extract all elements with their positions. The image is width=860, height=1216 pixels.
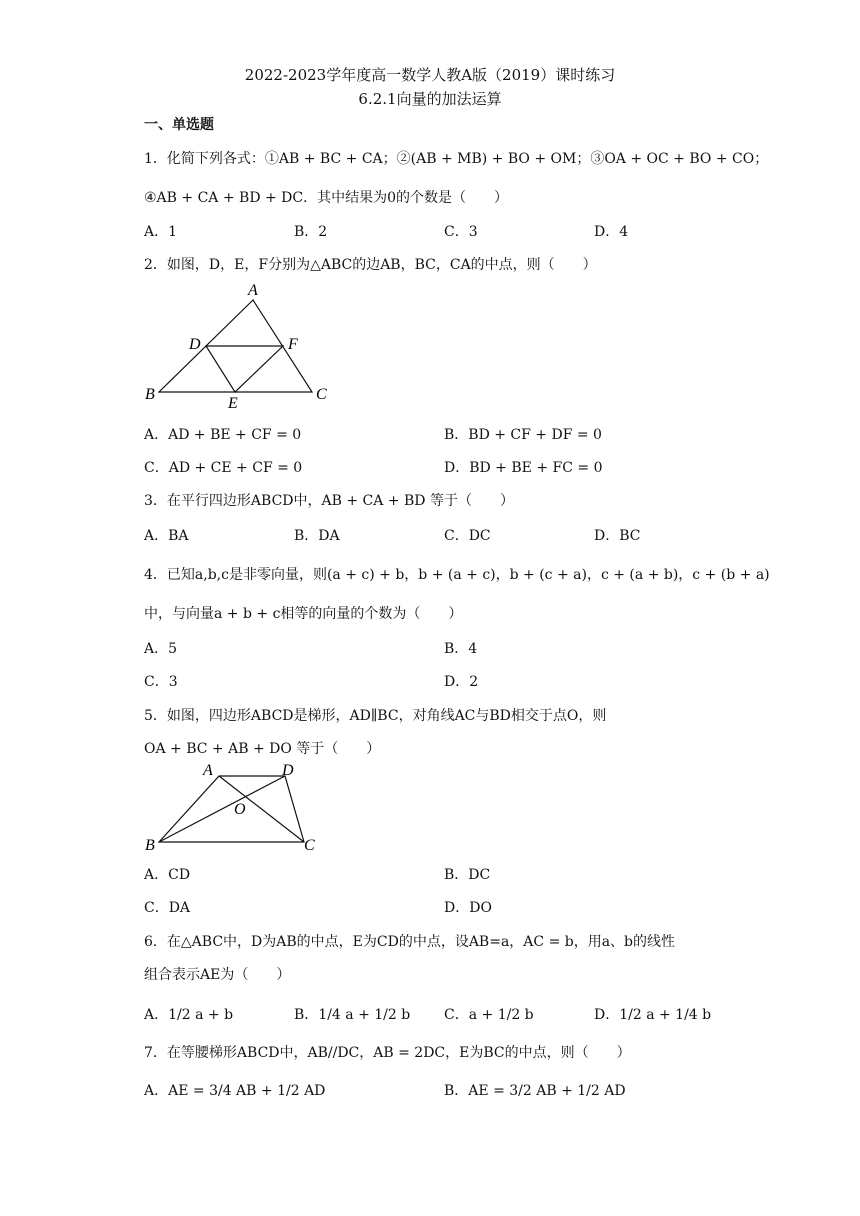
- question-3-stem: 3．在平行四边形ABCD中，AB + CA + BD 等于（ ）: [144, 493, 514, 509]
- q6-option-b: B．1/4 a + 1/2 b: [294, 1007, 411, 1023]
- label-B: B: [145, 837, 155, 854]
- q4-option-b: B．4: [444, 641, 478, 657]
- document-title: 2022-2023学年度高一数学人教A版（2019）课时练习: [244, 66, 616, 84]
- question-5-line-2: OA + BC + AB + DO 等于（ ）: [144, 741, 381, 757]
- label-A: A: [203, 762, 213, 779]
- q2-option-a: A．AD + BE + CF = 0: [144, 427, 302, 443]
- section-heading: 一、单选题: [144, 117, 214, 133]
- q4-option-c: C．3: [144, 674, 178, 690]
- q2-option-c: C．AD + CE + CF = 0: [144, 460, 303, 476]
- question-6-line-2: 组合表示AE为（ ）: [144, 967, 291, 983]
- label-B: B: [145, 386, 155, 403]
- q1-option-c: C．3: [444, 224, 478, 240]
- question-1-line-1: 1．化简下列各式：①AB + BC + CA；②(AB + MB) + BO + OM；③OA + OC + BO + CO；: [144, 151, 769, 167]
- question-6-line-1: 6．在△ABC中，D为AB的中点，E为CD的中点，设AB=a，AC = b，用a、b的线性: [144, 934, 676, 950]
- q2-option-d: D．BD + BE + FC = 0: [444, 460, 603, 476]
- q3-option-d: D．BC: [594, 528, 641, 544]
- q6-option-c: C．a + 1/2 b: [444, 1007, 534, 1023]
- q5-option-b: B．DC: [444, 867, 491, 883]
- document-subtitle: 6.2.1向量的加法运算: [358, 90, 502, 108]
- q7-option-a: A．AE = 3/4 AB + 1/2 AD: [144, 1083, 326, 1099]
- label-D: D: [282, 762, 294, 779]
- label-C: C: [304, 837, 315, 854]
- question-2-stem: 2．如图，D，E，F分别为△ABC的边AB，BC，CA的中点，则（ ）: [144, 257, 597, 273]
- q4-option-a: A．5: [144, 641, 178, 657]
- q3-option-c: C．DC: [444, 528, 491, 544]
- question-1-line-2: ④AB + CA + BD + DC．其中结果为0的个数是（ ）: [144, 190, 509, 206]
- label-D: D: [189, 336, 201, 353]
- q1-option-b: B．2: [294, 224, 328, 240]
- q3-option-b: B．DA: [294, 528, 340, 544]
- label-A: A: [248, 282, 258, 299]
- label-E: E: [228, 395, 238, 410]
- q2-option-b: B．BD + CF + DF = 0: [444, 427, 602, 443]
- question-4-line-2: 中，与向量a + b + c相等的向量的个数为（ ）: [144, 606, 463, 622]
- q7-option-b: B．AE = 3/2 AB + 1/2 AD: [444, 1083, 626, 1099]
- label-O: O: [234, 801, 246, 818]
- q1-option-a: A．1: [144, 224, 178, 240]
- label-C: C: [316, 386, 327, 403]
- q5-option-d: D．DO: [444, 900, 492, 916]
- question-4-line-1: 4．已知a,b,c是非零向量，则(a + c) + b，b + (a + c)，b + (c + a)，c + (a + b)，c + (b + a): [144, 567, 770, 583]
- triangle-figure: [140, 280, 340, 410]
- q3-option-a: A．BA: [144, 528, 189, 544]
- question-5-line-1: 5．如图，四边形ABCD是梯形，AD∥BC，对角线AC与BD相交于点O，则: [144, 708, 607, 724]
- label-F: F: [288, 336, 298, 353]
- q6-option-a: A．1/2 a + b: [144, 1007, 234, 1023]
- q5-option-a: A．CD: [144, 867, 191, 883]
- q6-option-d: D．1/2 a + 1/4 b: [594, 1007, 712, 1023]
- q5-option-c: C．DA: [144, 900, 191, 916]
- q1-option-d: D．4: [594, 224, 629, 240]
- question-7-stem: 7．在等腰梯形ABCD中，AB//DC，AB = 2DC，E为BC的中点，则（ ）: [144, 1045, 631, 1061]
- trapezoid-figure: [140, 760, 330, 860]
- q4-option-d: D．2: [444, 674, 479, 690]
